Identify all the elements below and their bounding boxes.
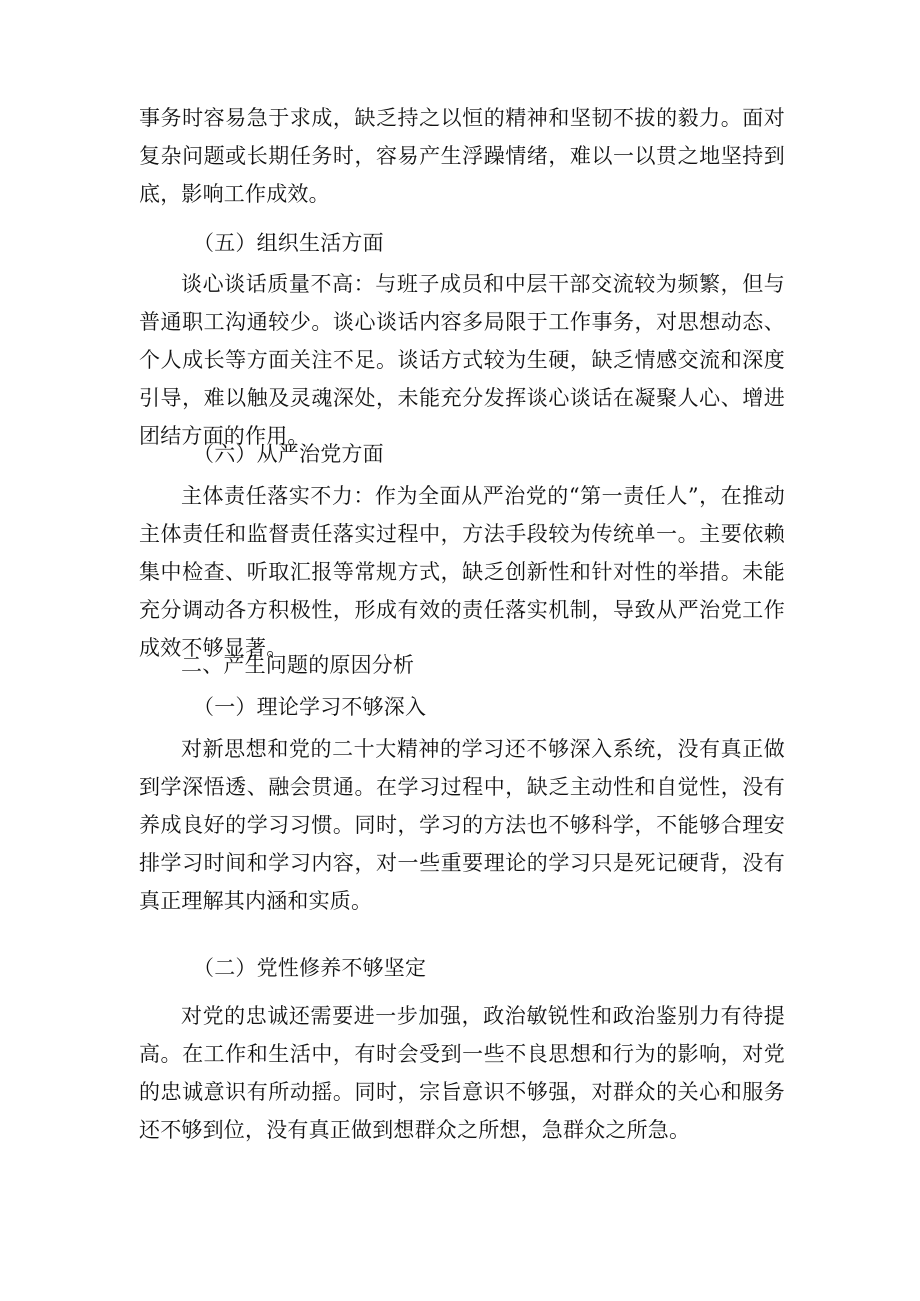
section-heading-party-spirit: （二）党性修养不够坚定 bbox=[193, 956, 427, 980]
paragraph-responsibility: 主体责任落实不力：作为全面从严治党的“第一责任人”，在推动主体责任和监督责任落实过程中，方法手段较为传统单一。主要依赖集中检查、听取汇报等常规方式，缺乏创新性和针对性的举措。未能充分调动各方积极性，形成有效的责任落实机制，导致从严治党工作成效不够显著。 bbox=[139, 484, 785, 660]
paragraph-talks: 谈心谈话质量不高：与班子成员和中层干部交流较为频繁，但与普通职工沟通较少。谈心谈话内容多局限于工作事务，对思想动态、个人成长等方面关注不足。谈话方式较为生硬，缺乏情感交流和深度引导，难以触及灵魂深处，未能充分发挥谈心谈话在凝聚人心、增进团结方面的作用。 bbox=[139, 272, 785, 448]
section-heading-six: （六）从严治党方面 bbox=[193, 442, 384, 466]
section-heading-cause-analysis: 二、产生问题的原因分析 bbox=[181, 653, 415, 677]
paragraph-continuation: 事务时容易急于求成，缺乏持之以恒的精神和坚韧不拔的毅力。面对复杂问题或长期任务时，容易产生浮躁情绪，难以一以贯之地坚持到底，影响工作成效。 bbox=[139, 106, 785, 206]
section-heading-theory: （一）理论学习不够深入 bbox=[193, 695, 427, 719]
paragraph-theory: 对新思想和党的二十大精神的学习还不够深入系统，没有真正做到学深悟透、融会贯通。在学习过程中，缺乏主动性和自觉性，没有养成良好的学习习惯。同时，学习的方法也不够科学，不能够合理安排学习时间和学习内容，对一些重要理论的学习只是死记硬背，没有真正理解其内涵和实质。 bbox=[139, 737, 785, 913]
section-heading-five: （五）组织生活方面 bbox=[193, 231, 384, 255]
paragraph-party-spirit: 对党的忠诚还需要进一步加强，政治敏锐性和政治鉴别力有待提高。在工作和生活中，有时会受到一些不良思想和行为的影响，对党的忠诚意识有所动摇。同时，宗旨意识不够强，对群众的关心和服务还不够到位，没有真正做到想群众之所想，急群众之所急。 bbox=[139, 1004, 785, 1142]
